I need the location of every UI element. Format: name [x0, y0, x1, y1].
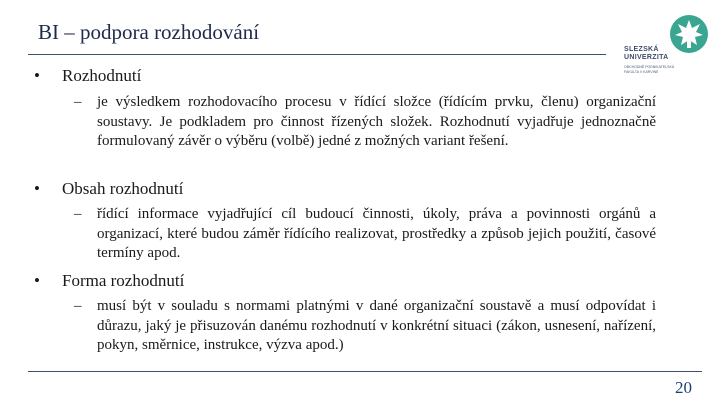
university-emblem-icon [669, 14, 709, 54]
university-name [624, 46, 670, 62]
page-number: 20 [675, 378, 692, 397]
dash-marker: – [74, 298, 82, 314]
sub-item-text: musí být v souladu s normami platnými v dané organizační soustavě a musí odpovídat i důrazu, jaký je přisuzován danému rozhodnutí v konkrétní situaci (zákon, usnesení, nařízení, pokyn, směrnice, instrukce, výzva apod.) [97, 298, 656, 353]
bullet-label: Obsah rozhodnutí [62, 179, 184, 198]
sub-item-text: řídící informace vyjadřující cíl budoucí činnosti, úkoly, práva a povinnosti orgánů a organizací, které budou záměr řídícího realizovat, prostředky a způsob jejich použití, časové termíny apod. [97, 206, 656, 261]
bullet-marker: • [34, 271, 40, 290]
sub-item-rozhodnuti [74, 93, 656, 152]
university-name-line2: UNIVERZITA [624, 54, 669, 61]
bullet-marker: • [34, 66, 40, 85]
bullet-label: Rozhodnutí [62, 66, 142, 85]
faculty-name-line2: FAKULTA V KARVINÉ [624, 69, 659, 74]
sub-item-text: je výsledkem rozhodovacího procesu v řídící složce (řídícím prvku, členu) organizační soustavy. Je podkladem pro činnost řízených složek. Rozhodnutí vyjadřuje jednoznačně formulovaný závěr o výběru (volbě) jedné z možných variant řešení. [97, 94, 656, 149]
title-divider [28, 54, 606, 55]
faculty-name-line1: OBCHODNĚ PODNIKATELSKÁ [624, 65, 675, 69]
bullet-marker: • [34, 179, 40, 198]
footer-divider [28, 371, 702, 372]
university-name-line1: SLEZSKÁ [624, 46, 659, 53]
bullet-label: Forma rozhodnutí [62, 271, 185, 290]
dash-marker: – [74, 206, 82, 222]
sub-item-forma-rozhodnuti [74, 297, 656, 356]
university-logo [622, 14, 712, 84]
bullet-obsah-rozhodnuti [34, 179, 183, 199]
slide-title: BI – podpora rozhodování [38, 20, 260, 44]
faculty-name [624, 65, 702, 74]
bullet-forma-rozhodnuti [34, 271, 184, 291]
sub-item-obsah-rozhodnuti [74, 205, 656, 264]
bullet-rozhodnuti [34, 66, 141, 86]
dash-marker: – [74, 94, 82, 110]
